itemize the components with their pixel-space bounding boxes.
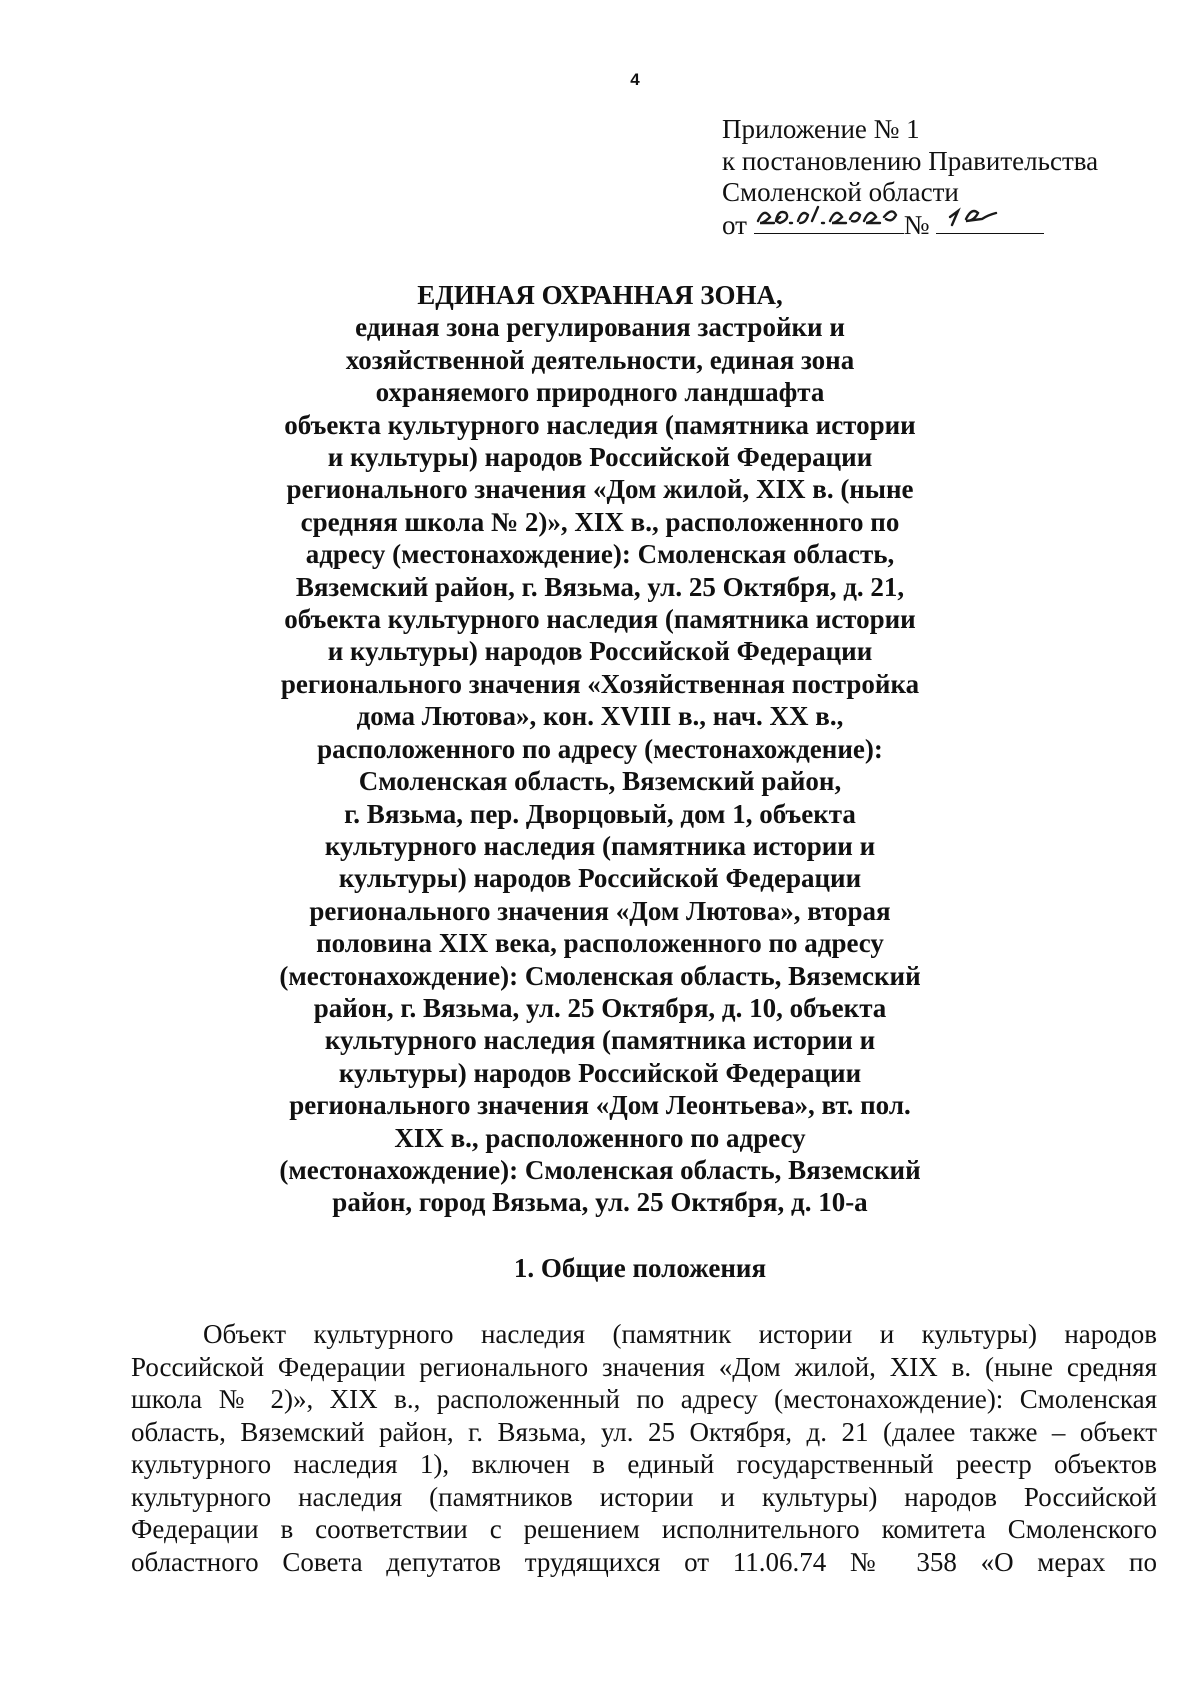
title-line: расположенного по адресу (местонахождение): xyxy=(317,733,883,764)
title-line: (местонахождение): Смоленская область, Вяземский xyxy=(279,1154,921,1185)
title-line: регионального значения «Дом Леонтьева», вт. пол. xyxy=(289,1090,911,1121)
body-line: Российской Федерации регионального значения «Дом жилой, XIX в. (ныне средняя xyxy=(131,1351,1157,1382)
document-title xyxy=(240,279,960,1219)
appendix-header xyxy=(722,114,1142,241)
title-line: регионального значения «Дом жилой, XIX в. (ныне xyxy=(286,474,914,505)
body-line: школа № 2)», XIX в., расположенный по адресу (местонахождение): Смоленская xyxy=(131,1384,1157,1414)
title-line: Смоленская область, Вяземский район, xyxy=(358,766,842,797)
number-sign: № xyxy=(903,209,930,240)
title-line: г. Вязьма, пер. Дворцовый, дом 1, объекта xyxy=(344,798,856,829)
title-line: объекта культурного наследия (памятника истории xyxy=(284,604,916,635)
title-line: культурного наследия (памятника истории и xyxy=(324,1025,876,1056)
appendix-line-3: Смоленской области xyxy=(722,177,959,207)
appendix-line-2: к постановлению Правительства xyxy=(722,145,1099,176)
body-line: область, Вяземский район, г. Вязьма, ул. 25 Октября, д. 21 (далее также – объект xyxy=(131,1416,1157,1447)
page-number: 4 xyxy=(630,70,640,89)
body-line: культурного наследия (памятников истории и культуры) народов Российской xyxy=(131,1481,1157,1512)
title-line: культуры) народов Российской Федерации xyxy=(338,863,862,894)
title-line: охраняемого природного ландшафта xyxy=(375,377,825,408)
title-line: Вяземский район, г. Вязьма, ул. 25 Октября, д. 21, xyxy=(295,571,905,602)
title-line: средняя школа № 2)», XIX в., расположенного по xyxy=(300,506,900,537)
body-line: Объект культурного наследия (памятник истории и культуры) народов xyxy=(203,1319,1157,1349)
date-prefix: от xyxy=(722,209,747,240)
body-line: культурного наследия 1), включен в единый государственный реестр объектов xyxy=(131,1449,1157,1479)
body-paragraph xyxy=(131,1318,1157,1578)
appendix-date-line xyxy=(722,209,1142,242)
title-line: XIX в., расположенного по адресу xyxy=(394,1122,806,1153)
title-line: регионального значения «Дом Лютова», вторая xyxy=(309,895,891,926)
title-line: и культуры) народов Российской Федерации xyxy=(327,636,873,667)
section-heading: 1. Общие положения xyxy=(513,1253,767,1283)
body-line: областного Совета депутатов трудящихся от 11.06.74 № 358 «О мерах по xyxy=(131,1546,1157,1577)
body-line: Федерации в соответствии с решением исполнительного комитета Смоленского xyxy=(131,1514,1157,1544)
title-line: район, г. Вязьма, ул. 25 Октября, д. 10, объекта xyxy=(313,992,887,1023)
title-line: регионального значения «Хозяйственная постройка xyxy=(280,668,920,699)
title-line: объекта культурного наследия (памятника истории xyxy=(284,409,916,440)
title-line: половина XIX века, расположенного по адресу xyxy=(316,928,884,959)
handwritten-date-ink xyxy=(754,199,904,233)
title-line: ЕДИНАЯ ОХРАННАЯ ЗОНА, xyxy=(417,280,783,310)
title-line: и культуры) народов Российской Федерации xyxy=(327,442,873,473)
title-line: (местонахождение): Смоленская область, Вяземский xyxy=(279,960,921,991)
title-line: хозяйственной деятельности, единая зона xyxy=(345,344,855,375)
handwritten-date-signature xyxy=(754,209,904,234)
handwritten-number-signature xyxy=(936,209,1044,234)
title-line: дома Лютова», кон. XVIII в., нач. XX в., xyxy=(356,701,844,732)
title-line: район, город Вязьма, ул. 25 Октября, д. 10-а xyxy=(332,1187,868,1218)
title-line: культурного наследия (памятника истории и xyxy=(324,830,876,861)
title-line: адресу (местонахождение): Смоленская область, xyxy=(305,539,895,570)
handwritten-number-ink xyxy=(936,199,1044,233)
appendix-line-1: Приложение № 1 xyxy=(722,114,920,144)
title-line: единая зона регулирования застройки и xyxy=(355,312,845,343)
title-line: культуры) народов Российской Федерации xyxy=(338,1057,862,1088)
